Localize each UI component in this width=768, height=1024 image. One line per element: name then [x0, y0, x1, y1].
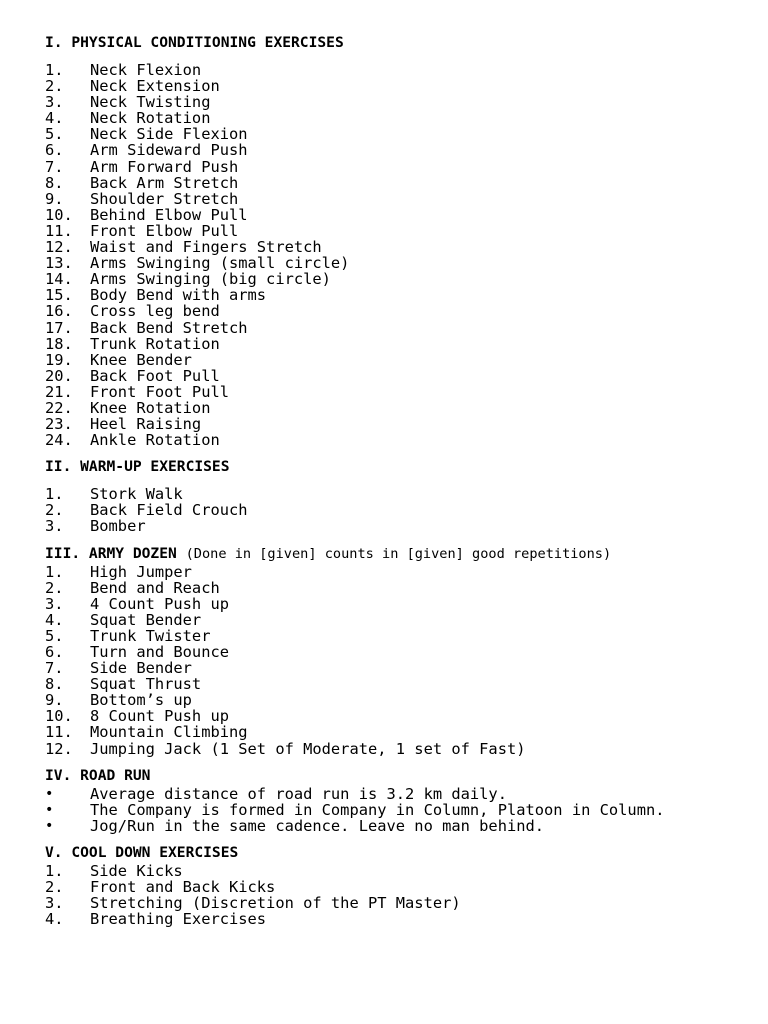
item-number: 13.	[45, 254, 73, 273]
list-item	[45, 368, 725, 384]
section-heading-note: (Done in [given] counts in [given] good repetitions)	[185, 545, 612, 562]
bullet-list	[45, 786, 725, 834]
item-text: Jumping Jack (1 Set of Moderate, 1 set of Fast)	[90, 739, 526, 758]
list-item	[45, 303, 725, 319]
list-item	[45, 191, 725, 207]
section-heading: I. PHYSICAL CONDITIONING EXERCISES	[45, 34, 344, 51]
list-item	[45, 596, 725, 612]
item-number: 4.	[45, 109, 64, 128]
item-text: Back Foot Pull	[90, 366, 220, 385]
item-number: 11.	[45, 723, 73, 742]
list-item	[45, 502, 725, 518]
list-item	[45, 352, 725, 368]
item-number: 17.	[45, 318, 73, 337]
item-text: Front Foot Pull	[90, 382, 229, 401]
item-number: 3.	[45, 93, 64, 112]
item-number: 14.	[45, 270, 73, 289]
item-text: Waist and Fingers Stretch	[90, 238, 322, 257]
list-item	[45, 110, 725, 126]
item-text: 8 Count Push up	[90, 707, 229, 726]
list-item	[45, 741, 725, 757]
exercise-list	[45, 564, 725, 757]
exercise-list	[45, 863, 725, 927]
item-text: The Company is formed in Company in Column, Platoon in Column.	[90, 800, 665, 819]
list-item	[45, 62, 725, 78]
item-text: Heel Raising	[90, 415, 202, 434]
list-item	[45, 580, 725, 596]
list-item	[45, 564, 725, 580]
list-item	[45, 612, 725, 628]
exercise-list	[45, 486, 725, 534]
item-text: Turn and Bounce	[90, 643, 229, 661]
item-text: Squat Thrust	[90, 675, 202, 694]
list-item	[45, 384, 725, 400]
item-number: 18.	[45, 334, 73, 353]
item-number: 4.	[45, 610, 64, 629]
list-item	[45, 676, 725, 692]
list-item	[45, 271, 725, 287]
item-text: Jog/Run in the same cadence. Leave no man behind.	[90, 816, 545, 835]
list-item	[45, 255, 725, 271]
list-item	[45, 175, 725, 191]
item-text: Back Bend Stretch	[90, 318, 248, 337]
item-text: Bomber	[90, 517, 146, 536]
item-number: 9.	[45, 189, 64, 208]
item-text: Shoulder Stretch	[90, 189, 239, 208]
item-text: 4 Count Push up	[90, 594, 229, 613]
list-item	[45, 911, 725, 927]
item-text: Front and Back Kicks	[90, 878, 276, 897]
item-text: Ankle Rotation	[90, 431, 220, 450]
section-physical-conditioning	[45, 33, 725, 448]
item-text: Neck Rotation	[90, 109, 211, 128]
item-number: 9.	[45, 691, 64, 710]
list-item	[45, 78, 725, 94]
list-item	[45, 336, 725, 352]
list-item	[45, 432, 725, 448]
item-text: Mountain Climbing	[90, 723, 248, 742]
list-item	[45, 724, 725, 740]
item-number: 2.	[45, 578, 64, 597]
list-item	[45, 142, 725, 158]
item-number: 1.	[45, 861, 64, 880]
item-text: Back Field Crouch	[90, 501, 248, 520]
item-number: 1.	[45, 562, 64, 581]
item-number: 2.	[45, 878, 64, 897]
item-text: Cross leg bend	[90, 302, 220, 321]
item-number: 12.	[45, 238, 73, 257]
item-number: 7.	[45, 659, 64, 678]
list-item	[45, 94, 725, 110]
item-text: Knee Rotation	[90, 398, 211, 417]
item-number: 3.	[45, 894, 64, 913]
section-cool-down	[45, 843, 725, 927]
list-item	[45, 692, 725, 708]
item-number: 2.	[45, 501, 64, 520]
section-warm-up	[45, 457, 725, 534]
item-number: 4.	[45, 910, 64, 929]
item-number: 15.	[45, 286, 73, 305]
item-number: 19.	[45, 350, 73, 369]
item-text: Stretching (Discretion of the PT Master)	[90, 894, 461, 913]
list-item	[45, 486, 725, 502]
list-item	[45, 660, 725, 676]
section-road-run	[45, 766, 725, 834]
item-text: Side Kicks	[90, 861, 183, 880]
item-number: 1.	[45, 61, 64, 79]
item-number: 6.	[45, 643, 64, 661]
section-heading: V. COOL DOWN EXERCISES	[45, 843, 239, 861]
item-number: 22.	[45, 398, 73, 417]
item-number: 10.	[45, 205, 73, 224]
section-heading: IV. ROAD RUN	[45, 766, 151, 784]
item-text: Behind Elbow Pull	[90, 205, 248, 224]
list-item	[45, 207, 725, 223]
item-number: 8.	[45, 675, 64, 694]
item-number: 10.	[45, 707, 73, 726]
item-text: Arms Swinging (small circle)	[90, 254, 350, 273]
bullet-icon: •	[45, 817, 54, 834]
item-text: Bottom’s up	[90, 691, 192, 710]
exercise-list	[45, 62, 725, 448]
item-text: Back Arm Stretch	[90, 173, 239, 192]
item-text: Arms Swinging (big circle)	[90, 270, 331, 289]
item-text: Trunk Twister	[90, 626, 211, 645]
item-text: Bend and Reach	[90, 578, 220, 597]
item-number: 6.	[45, 141, 64, 160]
list-item	[45, 879, 725, 895]
item-text: Front Elbow Pull	[90, 221, 239, 240]
list-item	[45, 895, 725, 911]
list-item	[45, 863, 725, 879]
item-number: 8.	[45, 173, 64, 192]
list-item	[45, 802, 725, 818]
list-item	[45, 416, 725, 432]
list-item	[45, 239, 725, 255]
item-number: 12.	[45, 739, 73, 758]
document-page	[45, 33, 725, 927]
list-item	[45, 287, 725, 303]
item-text: Knee Bender	[90, 350, 192, 369]
item-text: Side Bender	[90, 659, 192, 678]
bullet-icon: •	[45, 785, 54, 802]
list-item	[45, 159, 725, 175]
bullet-icon: •	[45, 801, 54, 818]
item-number: 20.	[45, 366, 73, 385]
item-number: 11.	[45, 221, 73, 240]
list-item	[45, 126, 725, 142]
item-text: Body Bend with arms	[90, 286, 267, 305]
list-item	[45, 518, 725, 534]
item-number: 23.	[45, 415, 73, 434]
list-item	[45, 708, 725, 724]
list-item	[45, 644, 725, 660]
item-text: Arm Forward Push	[90, 157, 239, 176]
item-number: 3.	[45, 517, 64, 536]
list-item	[45, 628, 725, 644]
item-text: Breathing Exercises	[90, 910, 267, 929]
item-number: 16.	[45, 302, 73, 321]
item-number: 5.	[45, 626, 64, 645]
list-item	[45, 400, 725, 416]
item-text: Trunk Rotation	[90, 334, 220, 353]
list-item	[45, 223, 725, 239]
item-number: 21.	[45, 382, 73, 401]
section-army-dozen	[45, 544, 725, 757]
item-text: Squat Bender	[90, 610, 202, 629]
list-item	[45, 818, 725, 834]
item-number: 24.	[45, 431, 73, 450]
item-text: Stork Walk	[90, 485, 183, 504]
item-text: Arm Sideward Push	[90, 141, 248, 160]
item-number: 1.	[45, 485, 64, 504]
item-number: 2.	[45, 77, 64, 96]
item-text: Average distance of road run is 3.2 km daily.	[90, 784, 507, 803]
item-number: 5.	[45, 125, 64, 144]
list-item	[45, 786, 725, 802]
section-heading	[45, 544, 725, 564]
item-text: Neck Side Flexion	[90, 125, 248, 144]
section-heading-title: III. ARMY DOZEN	[45, 544, 177, 562]
list-item	[45, 320, 725, 336]
item-text: Neck Twisting	[90, 93, 211, 112]
section-heading: II. WARM-UP EXERCISES	[45, 458, 230, 476]
item-number: 7.	[45, 157, 64, 176]
item-number: 3.	[45, 594, 64, 613]
item-text: Neck Flexion	[90, 61, 202, 79]
item-text: Neck Extension	[90, 77, 220, 96]
item-text: High Jumper	[90, 562, 192, 581]
